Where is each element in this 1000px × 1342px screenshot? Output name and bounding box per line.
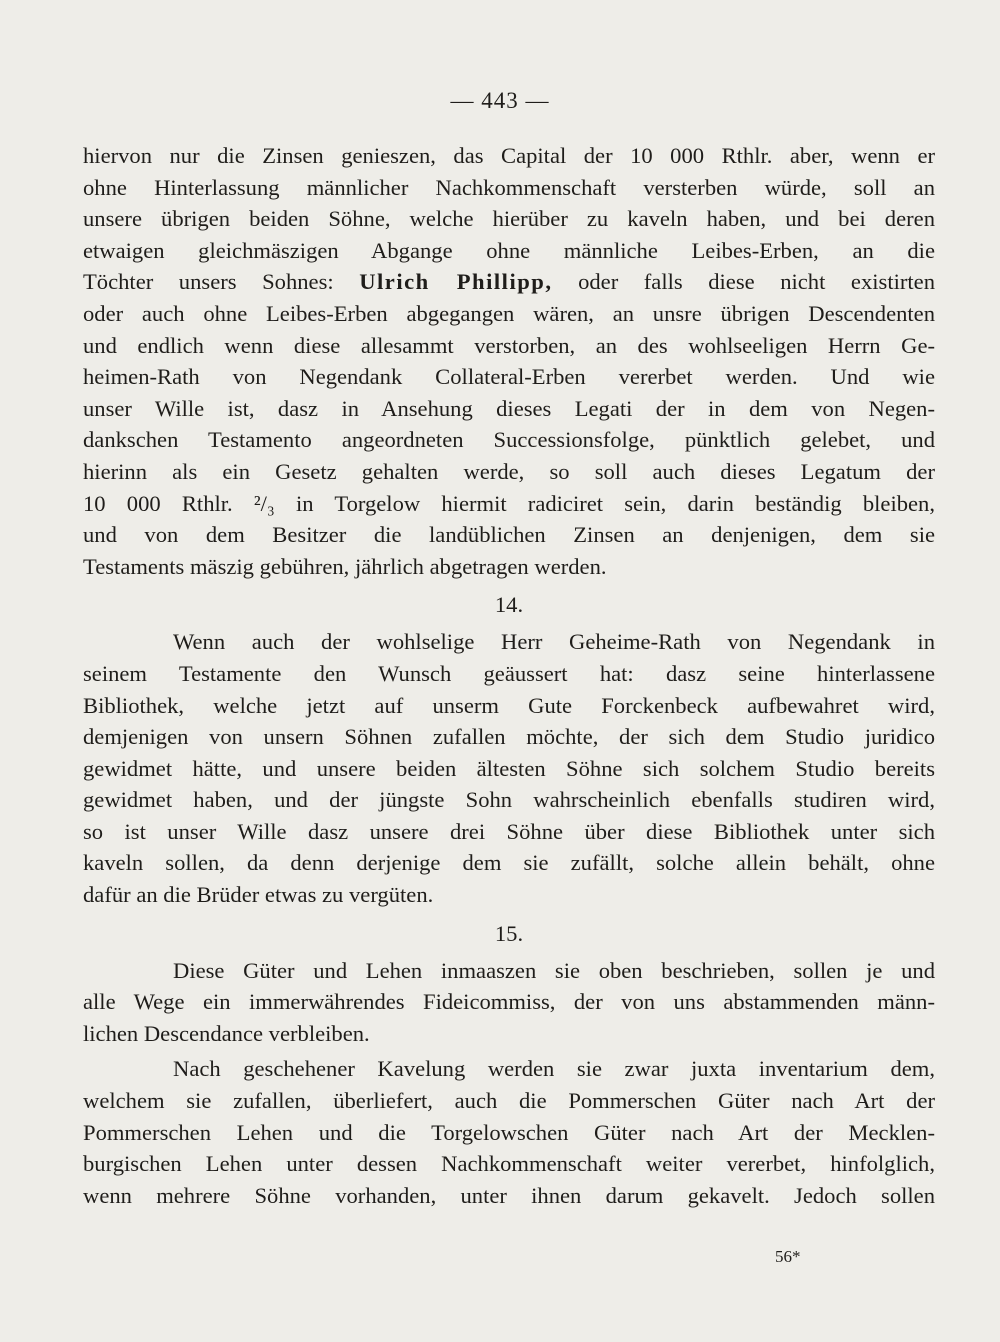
paragraph-continuation: [83, 140, 935, 582]
fraction: ²/₃: [253, 490, 275, 516]
text-line: seinem Testamente den Wunsch geäussert hat: dasz seine hinterlassene: [83, 660, 935, 686]
text-line: alle Wege ein immerwährendes Fideicommiss, der von uns abstammenden männ-: [83, 989, 935, 1015]
person-name: Ulrich Phillipp,: [359, 269, 553, 295]
text-line: burgischen Lehen unter dessen Nachkommenschaft weiter vererbet, hinfolglich,: [83, 1151, 935, 1177]
section-heading-15: 15.: [494, 920, 524, 946]
text-line: dafür an die Brüder etwas zu vergüten.: [83, 882, 434, 908]
text-line: hierinn als ein Gesetz gehalten werde, so soll auch dieses Legatum der: [83, 458, 935, 484]
text-line: so ist unser Wille dasz unsere drei Söhne über diese Bibliothek unter sich: [83, 818, 935, 844]
text-line-with-name: [83, 266, 935, 298]
section-heading-14: 14.: [494, 592, 524, 618]
text-line: oder auch ohne Leibes-Erben abgegangen wären, an unsre übrigen Descendenten: [83, 300, 935, 326]
text-line: welchem sie zufallen, überliefert, auch die Pommerschen Güter nach Art der: [83, 1088, 935, 1114]
text-line: hiervon nur die Zinsen genieszen, das Capital der 10 000 Rthlr. aber, wenn er: [83, 143, 935, 168]
text-segment: oder falls diese nicht existirten: [578, 269, 935, 295]
text-segment: in Torgelow hiermit radiciret sein, darin beständig bleiben,: [296, 490, 935, 516]
paragraph-section-14: [83, 626, 935, 910]
signature-mark: 56*: [775, 1247, 801, 1266]
text-line: unsere übrigen beiden Söhne, welche hierüber zu kaveln haben, und bei deren: [83, 206, 935, 232]
amount: 10 000 Rthlr.: [83, 490, 233, 516]
text-line: Pommerschen Lehen und die Torgelowschen Güter nach Art der Mecklen-: [83, 1119, 935, 1145]
text-line: demjenigen von unsern Söhnen zufallen möchte, der sich dem Studio juridico: [83, 724, 935, 750]
text-line: kaveln sollen, da denn derjenige dem sie zufällt, solche allein behält, ohne: [83, 850, 935, 876]
paragraph-section-15-a: [83, 955, 935, 1050]
text-line: gewidmet haben, und der jüngste Sohn wahrscheinlich ebenfalls studiren wird,: [83, 787, 935, 813]
body-text: [83, 140, 935, 1211]
text-line: heimen-Rath von Negendank Collateral-Erben vererbet werden. Und wie: [83, 364, 935, 390]
text-line: dankschen Testamento angeordneten Successionsfolge, pünktlich gelebet, und: [83, 427, 935, 453]
text-line: Bibliothek, welche jetzt auf unserm Gute Forckenbeck aufbewahret wird,: [83, 692, 935, 718]
text-line: Testaments mäszig gebühren, jährlich abgetragen werden.: [83, 553, 607, 579]
text-segment: Töchter unsers Sohnes:: [83, 269, 334, 295]
text-line: Diese Güter und Lehen inmaaszen sie oben beschrieben, sollen je und: [173, 957, 935, 983]
text-line: etwaigen gleichmäszigen Abgange ohne männliche Leibes-Erben, an die: [83, 237, 935, 263]
text-line: und von dem Besitzer die landüblichen Zinsen an denjenigen, dem sie: [83, 522, 935, 548]
text-line: unser Wille ist, dasz in Ansehung dieses Legati der in dem von Negen-: [83, 395, 935, 421]
paragraph-section-15-b: [83, 1053, 935, 1211]
text-line: ohne Hinterlassung männlicher Nachkommenschaft versterben würde, soll an: [83, 174, 935, 200]
text-line: Nach geschehener Kavelung werden sie zwar juxta inventarium dem,: [173, 1056, 935, 1082]
text-line: wenn mehrere Söhne vorhanden, unter ihnen darum gekavelt. Jedoch sollen: [83, 1182, 935, 1208]
text-line-with-amount: [83, 488, 935, 520]
text-line: gewidmet hätte, und unsere beiden ältesten Söhne sich solchem Studio bereits: [83, 755, 935, 781]
text-line: lichen Descendance verbleiben.: [83, 1020, 370, 1046]
text-line: und endlich wenn diese allesammt verstorben, an des wohlseeligen Herrn Ge-: [83, 332, 935, 358]
text-line: Wenn auch der wohlselige Herr Geheime-Rath von Negendank in: [173, 629, 935, 655]
page-number: — 443 —: [450, 88, 550, 113]
